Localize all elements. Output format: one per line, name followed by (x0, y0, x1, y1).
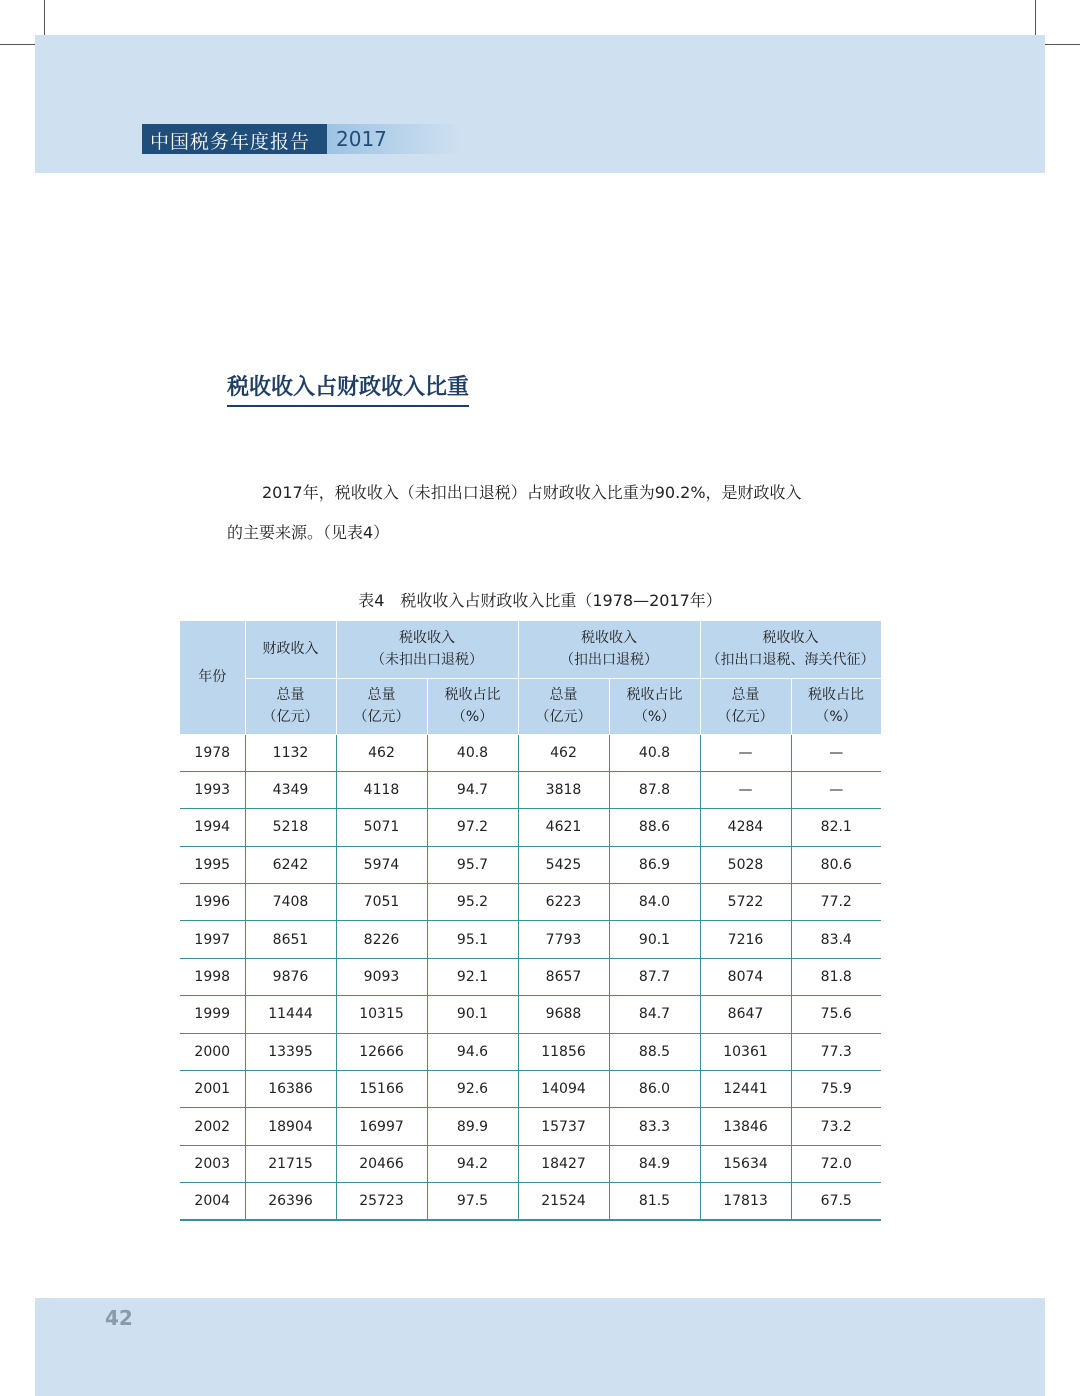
table-row (180, 884, 881, 921)
cell-customs-ratio: 73.2 (791, 1108, 881, 1145)
cell-customs-total: 7216 (700, 921, 791, 958)
cell-year: 1994 (180, 809, 245, 846)
table-row (180, 1183, 881, 1220)
cell-refunded-ratio: 88.5 (609, 1033, 700, 1070)
cell-unrefunded-ratio: 92.1 (427, 958, 518, 995)
header-ratio (609, 678, 700, 734)
cell-refunded-ratio: 90.1 (609, 921, 700, 958)
cell-year: 2002 (180, 1108, 245, 1145)
cell-customs-total: 8647 (700, 996, 791, 1033)
header-group-refunded-title: 税收收入 (581, 630, 637, 647)
cell-year: 1995 (180, 846, 245, 883)
cell-customs-ratio: 75.9 (791, 1071, 881, 1108)
cell-year: 1997 (180, 921, 245, 958)
table-row (180, 846, 881, 883)
cell-customs-ratio: 77.3 (791, 1033, 881, 1070)
cell-unrefunded-total: 10315 (336, 996, 427, 1033)
table-row (180, 996, 881, 1033)
crop-mark (0, 44, 40, 45)
cell-refunded-total: 6223 (518, 884, 609, 921)
cell-refunded-ratio: 81.5 (609, 1183, 700, 1220)
cell-refunded-total: 18427 (518, 1145, 609, 1182)
cell-refunded-total: 11856 (518, 1033, 609, 1070)
header-total (336, 678, 427, 734)
table-row (180, 1108, 881, 1145)
cell-fiscal-total: 7408 (245, 884, 336, 921)
cell-customs-total: — (700, 734, 791, 771)
cell-customs-total: 10361 (700, 1033, 791, 1070)
cell-fiscal-total: 16386 (245, 1071, 336, 1108)
cell-unrefunded-total: 5071 (336, 809, 427, 846)
cell-year: 1993 (180, 771, 245, 808)
table-row (180, 1145, 881, 1182)
cell-year: 2004 (180, 1183, 245, 1220)
report-title: 中国税务年度报告 (150, 131, 311, 153)
cell-fiscal-total: 11444 (245, 996, 336, 1033)
cell-unrefunded-ratio: 97.5 (427, 1183, 518, 1220)
cell-unrefunded-total: 20466 (336, 1145, 427, 1182)
header-ratio-unit: （%） (633, 709, 676, 725)
header-group-refunded-sub: （扣出口退税） (560, 652, 658, 669)
paragraph-line-2: 的主要来源。（见表4） (227, 523, 390, 542)
cell-unrefunded-ratio: 95.7 (427, 846, 518, 883)
header-group-customs-sub: （扣出口退税、海关代征） (706, 652, 875, 669)
table-row (180, 734, 881, 771)
cell-refunded-ratio: 86.0 (609, 1071, 700, 1108)
header-group-refunded (518, 621, 700, 678)
cell-unrefunded-ratio: 94.7 (427, 771, 518, 808)
cell-refunded-total: 462 (518, 734, 609, 771)
cell-unrefunded-ratio: 92.6 (427, 1071, 518, 1108)
cell-fiscal-total: 9876 (245, 958, 336, 995)
cell-unrefunded-ratio: 95.2 (427, 884, 518, 921)
cell-customs-total: — (700, 771, 791, 808)
table-row (180, 1033, 881, 1070)
cell-unrefunded-ratio: 95.1 (427, 921, 518, 958)
cell-unrefunded-total: 9093 (336, 958, 427, 995)
report-header (142, 124, 462, 154)
cell-customs-ratio: 77.2 (791, 884, 881, 921)
cell-fiscal-total: 4349 (245, 771, 336, 808)
cell-year: 2001 (180, 1071, 245, 1108)
header-total (245, 678, 336, 734)
cell-refunded-total: 4621 (518, 809, 609, 846)
header-year: 年份 (180, 621, 245, 734)
cell-customs-total: 5722 (700, 884, 791, 921)
header-total-label: 总量 (367, 687, 396, 703)
cell-customs-total: 8074 (700, 958, 791, 995)
cell-refunded-ratio: 88.6 (609, 809, 700, 846)
cell-fiscal-total: 1132 (245, 734, 336, 771)
cell-fiscal-total: 21715 (245, 1145, 336, 1182)
cell-unrefunded-ratio: 94.6 (427, 1033, 518, 1070)
cell-unrefunded-ratio: 94.2 (427, 1145, 518, 1182)
header-group-unrefunded (336, 621, 518, 678)
crop-mark (1040, 44, 1080, 45)
header-group-unrefunded-title: 税收收入 (399, 630, 455, 647)
cell-customs-total: 15634 (700, 1145, 791, 1182)
cell-refunded-total: 21524 (518, 1183, 609, 1220)
cell-fiscal-total: 26396 (245, 1183, 336, 1220)
cell-unrefunded-ratio: 40.8 (427, 734, 518, 771)
header-ratio-label: 税收占比 (626, 687, 683, 703)
header-ratio (427, 678, 518, 734)
header-ratio-label: 税收占比 (808, 687, 864, 703)
table-body (180, 734, 881, 1220)
tax-ratio-table (180, 621, 882, 1221)
cell-unrefunded-total: 25723 (336, 1183, 427, 1220)
cell-customs-total: 12441 (700, 1071, 791, 1108)
header-ratio-unit: （%） (815, 709, 857, 725)
cell-refunded-total: 15737 (518, 1108, 609, 1145)
cell-year: 1978 (180, 734, 245, 771)
cell-customs-ratio: 80.6 (791, 846, 881, 883)
cell-refunded-total: 14094 (518, 1071, 609, 1108)
cell-customs-ratio: 82.1 (791, 809, 881, 846)
header-ratio-unit: （%） (451, 709, 494, 725)
cell-unrefunded-total: 4118 (336, 771, 427, 808)
cell-unrefunded-total: 12666 (336, 1033, 427, 1070)
cell-unrefunded-ratio: 89.9 (427, 1108, 518, 1145)
cell-customs-ratio: 83.4 (791, 921, 881, 958)
cell-customs-total: 13846 (700, 1108, 791, 1145)
crop-mark (1035, 0, 1036, 40)
table-row (180, 771, 881, 808)
cell-refunded-ratio: 84.7 (609, 996, 700, 1033)
header-fiscal-revenue: 财政收入 (245, 621, 336, 678)
header-group-customs-title: 税收收入 (762, 630, 819, 647)
cell-refunded-ratio: 83.3 (609, 1108, 700, 1145)
cell-unrefunded-total: 15166 (336, 1071, 427, 1108)
cell-unrefunded-total: 5974 (336, 846, 427, 883)
cell-year: 1998 (180, 958, 245, 995)
cell-fiscal-total: 8651 (245, 921, 336, 958)
cell-refunded-total: 5425 (518, 846, 609, 883)
header-total-label: 总量 (549, 687, 578, 703)
cell-unrefunded-total: 8226 (336, 921, 427, 958)
cell-refunded-total: 9688 (518, 996, 609, 1033)
cell-fiscal-total: 6242 (245, 846, 336, 883)
header-total-unit: （亿元） (717, 709, 774, 725)
header-total-unit: （亿元） (262, 709, 319, 725)
cell-refunded-ratio: 87.8 (609, 771, 700, 808)
cell-refunded-ratio: 86.9 (609, 846, 700, 883)
cell-unrefunded-ratio: 97.2 (427, 809, 518, 846)
cell-customs-ratio: 67.5 (791, 1183, 881, 1220)
cell-customs-ratio: 75.6 (791, 996, 881, 1033)
header-total (700, 678, 791, 734)
cell-refunded-total: 3818 (518, 771, 609, 808)
cell-unrefunded-ratio: 90.1 (427, 996, 518, 1033)
header-group-customs (700, 621, 881, 678)
cell-customs-total: 17813 (700, 1183, 791, 1220)
header-total (518, 678, 609, 734)
table-caption: 表4 税收收入占财政收入比重（1978—2017年） (358, 591, 722, 610)
cell-customs-ratio: — (791, 771, 881, 808)
header-total-unit: （亿元） (353, 709, 410, 725)
cell-unrefunded-total: 16997 (336, 1108, 427, 1145)
table-row (180, 1071, 881, 1108)
report-year: 2017 (336, 127, 387, 151)
header-ratio-label: 税收占比 (444, 687, 501, 703)
cell-refunded-ratio: 87.7 (609, 958, 700, 995)
table-row (180, 958, 881, 995)
header-total-label: 总量 (731, 687, 760, 703)
header-total-label: 总量 (276, 687, 305, 703)
header-ratio (791, 678, 881, 734)
cell-year: 1996 (180, 884, 245, 921)
cell-customs-ratio: — (791, 734, 881, 771)
table-row (180, 921, 881, 958)
cell-unrefunded-total: 7051 (336, 884, 427, 921)
cell-refunded-ratio: 84.0 (609, 884, 700, 921)
cell-refunded-ratio: 84.9 (609, 1145, 700, 1182)
cell-customs-ratio: 72.0 (791, 1145, 881, 1182)
cell-unrefunded-total: 462 (336, 734, 427, 771)
cell-fiscal-total: 5218 (245, 809, 336, 846)
cell-refunded-ratio: 40.8 (609, 734, 700, 771)
cell-fiscal-total: 13395 (245, 1033, 336, 1070)
section-title: 税收收入占财政收入比重 (227, 370, 469, 407)
page-number: 42 (105, 1306, 133, 1330)
crop-mark (44, 0, 45, 40)
paragraph-line-1: 2017年，税收收入（未扣出口退税）占财政收入比重为90.2%，是财政收入 (262, 483, 802, 502)
cell-refunded-total: 8657 (518, 958, 609, 995)
cell-customs-total: 4284 (700, 809, 791, 846)
cell-year: 2000 (180, 1033, 245, 1070)
footer-band (35, 1298, 1045, 1396)
table-row (180, 809, 881, 846)
cell-refunded-total: 7793 (518, 921, 609, 958)
header-total-unit: （亿元） (535, 709, 592, 725)
cell-year: 2003 (180, 1145, 245, 1182)
cell-customs-ratio: 81.8 (791, 958, 881, 995)
cell-fiscal-total: 18904 (245, 1108, 336, 1145)
header-group-unrefunded-sub: （未扣出口退税） (371, 652, 483, 669)
cell-year: 1999 (180, 996, 245, 1033)
cell-customs-total: 5028 (700, 846, 791, 883)
